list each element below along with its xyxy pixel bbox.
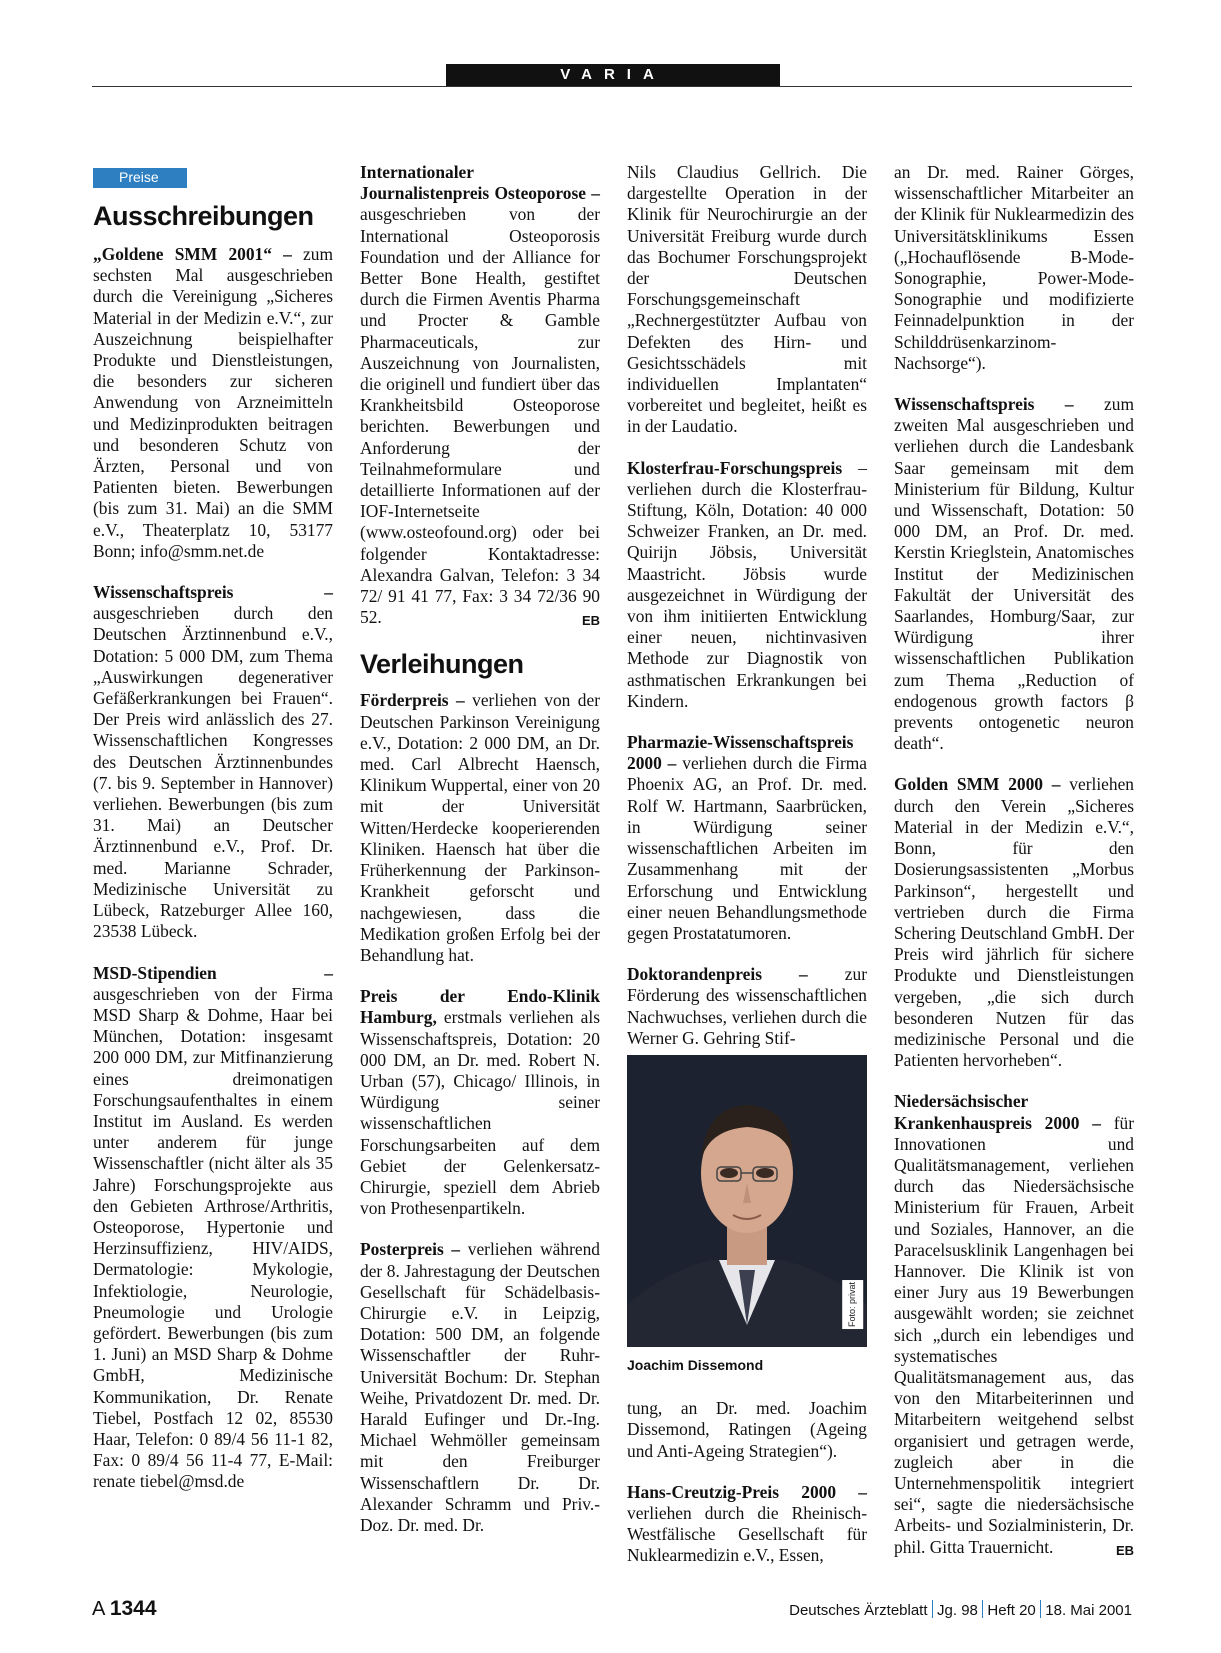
article-text: ausgeschrieben von der Firma MSD Sharp & Dohme, Haar bei München, Dotation: insgesamt 200 000 DM, zur Mitfinanzierung eines dreimonatigen Forschungsaufenthaltes in einem Institut im Ausland. Es werden unter anderem für junge Wissenschaftler (nicht älter als 35 Jahre) Forschungsprojekte aus den Gebieten Arthrose/Arthritis, Osteoporose, Hypertonie und Herzinsuffizienz, HIV/AIDS, Dermatologie: Mykologie, Infektiologie, Neurologie, Pneumologie und Urologie gefördert. Bewerbungen (bis zum 1. Juni) an MSD Sharp & Dohme GmbH, Medizinische Kommunikation, Dr. Renate Tiebel, Postfach 12 02, 85530 Haar, Telefon: 0 89/4 56 11-1 82, Fax: 0 89/4 56 11-4 77, E-Mail: renate tiebel@msd.de xyxy=(93,983,333,1492)
category-badge: Preise xyxy=(93,168,187,188)
article-text: zum sechsten Mal ausgeschrieben durch die Vereinigung „Sicheres Material in der Medizin e.V.“, zur Auszeichnung beispielhafter Produkte und Dienstleistungen, die besonders zur sicheren Anwendung von Arzneimitteln und Medizinprodukten beitragen und besonderen Schutz von Ärzten, Personal und von Patienten bieten. Bewerbungen (bis zum 31. Mai) an die SMM e.V., Theaterplatz 10, 53177 Bonn; info@smm.net.de xyxy=(93,244,333,561)
article-msd-stipendien xyxy=(93,963,333,1493)
column-4 xyxy=(894,162,1134,1561)
journal-issue: Heft 20 xyxy=(987,1602,1036,1619)
separator xyxy=(932,1600,934,1618)
article-title: „Goldene SMM 2001“ – xyxy=(93,244,292,264)
photo-credit: Foto: privat xyxy=(842,1280,863,1329)
article-hans-creutzig xyxy=(627,1482,867,1567)
journal-date: 18. Mai 2001 xyxy=(1045,1602,1132,1619)
portrait-photo xyxy=(627,1055,867,1347)
page-prefix: A xyxy=(92,1598,105,1620)
article-text: zum zweiten Mal ausgeschrieben und verliehen durch die Landesbank Saar gemeinsam mit dem Ministerium für Bildung, Kultur und Wissenschaft, Dotation: 50 000 DM, an Prof. Dr. med. Kerstin Krieglstein, Anatomisches Institut der Medizinischen Fakultät der Universität des Saarlandes, Homburg/Saar, zur Würdigung ihrer wissenschaftlichen Publikation zum Thema „Reduction of endogenous growth factors β prevents ontogenetic neuron death“. xyxy=(894,394,1134,754)
article-title: Pharmazie-Wissenschaftspreis 2000 – xyxy=(627,732,854,774)
article-text: verliehen von der Deutschen Parkinson Vereinigung e.V., Dotation: 2 000 DM, an Dr. med. Carl Albrecht Haensch, Klinikum Wuppertal, einer von 20 mit der Universität Witten/Herdecke kooperierenden Kliniken. Haensch hat über die Früherkennung der Parkinson-Krankheit geforscht und nachgewiesen, dass die Medikation großen Erfolg bei der Behandlung hat. xyxy=(360,690,600,965)
article-title: Posterpreis – xyxy=(360,1239,461,1260)
heading-ausschreibungen: Ausschreibungen xyxy=(93,201,314,231)
article-text: ausgeschrieben durch den Deutschen Ärztinnenbund e.V., Dotation: 5 000 DM, zum Thema „Auswirkungen degenerativer Gefäßerkrankungen bei Frauen“. Der Preis wird anlässlich des 27. Wissenschaftlichen Kongresses des Deutschen Ärztinnenbundes (7. bis 9. September in Hannover) verliehen. Bewerbungen (bis zum 31. Mai) an Deutscher Ärztinnenbund e.V., Prof. Dr. med. Marianne Schrader, Medizinische Universität zu Lübeck, Ratzeburger Allee 160, 23538 Lübeck. xyxy=(93,603,333,942)
article-title: Golden SMM 2000 – xyxy=(894,774,1061,795)
separator xyxy=(1040,1600,1042,1618)
article-title: Niedersächsischer Krankenhauspreis 2000 – xyxy=(894,1091,1101,1133)
author-signature: EB xyxy=(1115,1542,1134,1558)
article-text: verliehen während der 8. Jahrestagung der Deutschen Gesellschaft für Schädelbasis-Chirurgie e.V. in Leipzig, Dotation: 500 DM, an folgende Wissenschaftler der Ruhr-Universität Bochum: Dr. Stephan Weihe, Privatdozent Dr. med. Dr. Harald Eufinger und Dr.-Ing. Michael Wehmöller gemeinsam mit den Freiburger Wissenschaftlern Dr. Dr. Alexander Schramm und Priv.-Doz. Dr. med. Dr. xyxy=(360,1239,600,1535)
article-klosterfrau xyxy=(627,458,867,712)
article-wissenschaftspreis-landesbank xyxy=(894,394,1134,754)
article-text: an Dr. med. Rainer Görges, wissenschaftlicher Mitarbeiter an der Klinik für Nuklearmedizin des Universitätsklinikums Essen („Hochauflösende B-Mode-Sonographie, Power-Mode-Sonographie und modifizierte Feinnadelpunktion in der Schilddrüsenkarzinom-Nachsorge“). xyxy=(894,162,1134,373)
article-wissenschaftspreis-aerztinnenbund xyxy=(93,582,333,942)
article-journalistenpreis xyxy=(360,162,600,628)
article-title: Hans-Creutzig-Preis 2000 – xyxy=(627,1481,867,1502)
article-text: – verliehen durch die Klosterfrau-Stiftung, Köln, Dotation: 40 000 Schweizer Franken, an Dr. med. Quirijn Jöbsis, Universität Maastricht. Jöbsis wurde ausgezeichnet in Würdigung der von ihm initiierten Entwicklung einer neuen, nichtinvasiven Methode zur Diagnostik von asthmatischen Erkrankungen bei Kindern. xyxy=(627,457,867,711)
page-number xyxy=(92,1597,157,1621)
article-title: Internationaler Journalistenpreis Osteoporose – xyxy=(360,162,600,204)
article-text: verliehen durch die Rheinisch-Westfälische Gesellschaft für Nuklearmedizin e.V., Essen, xyxy=(627,1502,867,1566)
article-doktorandenpreis xyxy=(627,964,867,1049)
article-goldene-smm-2001 xyxy=(93,244,333,562)
column-2 xyxy=(360,162,600,1536)
separator xyxy=(982,1600,984,1618)
portrait-illustration xyxy=(627,1055,867,1347)
heading-verleihungen: Verleihungen xyxy=(360,649,524,680)
article-text: tung, an Dr. med. Joachim Dissemond, Ratingen (Ageing und Anti-Ageing Strategien“). xyxy=(627,1398,867,1461)
column-3 xyxy=(627,162,867,1567)
article-doktorandenpreis-continued xyxy=(627,1398,867,1462)
article-text: für Innovationen und Qualitätsmanagement, verliehen durch das Niedersächsische Ministerium für Frauen, Arbeit und Soziales, Hannover, an die Paracelsusklinik Langenhagen bei Hannover. Die Klinik ist von einer Jury aus 19 Bewerbungen ausgewählt worden; sie zeichnet sich „durch ein lebendiges und systematisches Qualitätsmanagement aus, das von den Mitarbeiterinnen und Mitarbeitern weitgehend selbst organisiert und getragen werde, zugleich aber in die Unternehmenspolitik integriert sei“, sagte die niedersächsische Arbeits- und Sozialministerin, Dr. phil. Gitta Trauernicht. xyxy=(894,1112,1134,1557)
article-foerderpreis xyxy=(360,690,600,966)
journal-info xyxy=(789,1600,1132,1619)
article-text: verliehen durch die Firma Phoenix AG, an Prof. Dr. med. Rolf W. Hartmann, Saarbrücken, in Würdigung seiner wissenschaftlichen Arbeiten im Zusammenhang mit der Erforschung und Entwicklung einer neuen Behandlungsmethode gegen Prostatatumoren. xyxy=(627,753,868,943)
photo-caption: Joachim Dissemond xyxy=(627,1356,764,1373)
article-text: Nils Claudius Gellrich. Die dargestellte Operation in der Klinik für Neurochirurgie an der Universität Freiburg wurde durch das Bochumer Forschungsprojekt der Deutschen Forschungsgemeinschaft „Rechnergestützter Aufbau von Defekten des Hirn- und Gesichtsschädels mit individuellen Implantaten“ vorbereitet und begleitet, heißt es in der Laudatio. xyxy=(627,162,867,437)
article-posterpreis xyxy=(360,1239,600,1536)
page-number-value: 1344 xyxy=(109,1597,157,1620)
section-label: VARIA xyxy=(446,64,780,86)
journal-volume: Jg. 98 xyxy=(937,1602,978,1619)
article-title: Klosterfrau-Forschungspreis xyxy=(627,457,843,478)
article-text: verliehen durch den Verein „Sicheres Material in der Medizin e.V.“, Bonn, für den Dosierungsassistenten „Morbus Parkinson“, hergestellt und vertrieben durch die Firma Schering Deutschland GmbH. Der Preis wird jährlich für sichere Produkte und Dienstleistungen vergeben, „die sich durch besonderen Nutzen für das medizinische Personal und die Patienten hervorheben“. xyxy=(894,774,1134,1071)
article-text: erstmals verliehen als Wissenschaftspreis, Dotation: 20 000 DM, an Dr. med. Robert N. Urban (57), Chicago/ Illinois, in Würdigung seiner wissenschaftlichen Forschungsarbeiten auf dem Gebiet der Gelenkersatz-Chirurgie, speziell dem Abrieb von Prothesenpartikeln. xyxy=(360,1007,600,1219)
author-signature: EB xyxy=(581,613,600,629)
article-title: MSD-Stipendien – xyxy=(93,962,333,983)
article-title: Wissenschaftspreis – xyxy=(93,582,333,603)
article-title: Förderpreis – xyxy=(360,690,465,711)
header-rule xyxy=(92,86,1132,87)
article-title: Wissenschaftspreis – xyxy=(894,394,1074,415)
article-text: ausgeschrieben von der International Osteoporosis Foundation und der Alliance for Better Bone Health, gestiftet durch die Firmen Aventis Pharma und Procter & Gamble Pharmaceuticals, zur Auszeichnung von Journalisten, die originell und fundiert über das Krankheitsbild Osteoporose berichten. Bewerbungen und Anforderung der Teilnahmeformulare und detaillierte Informationen auf der IOF-Internetseite (www.osteofound.org) oder bei folgender Kontaktadresse: Alexandra Galvan, Telefon: 3 34 72/ 91 41 77, Fax: 3 34 72/36 90 52. xyxy=(360,204,600,628)
journal-name: Deutsches Ärzteblatt xyxy=(789,1602,928,1619)
article-posterpreis-continued xyxy=(627,162,867,438)
article-text: zur Förderung des wissenschaftlichen Nachwuchses, verliehen durch die Werner G. Gehring Stif- xyxy=(627,964,867,1048)
article-hans-creutzig-continued xyxy=(894,162,1134,374)
article-title: Preis der Endo-Klinik Hamburg, xyxy=(360,986,600,1028)
article-golden-smm-2000 xyxy=(894,774,1134,1071)
article-krankenhauspreis xyxy=(894,1091,1134,1557)
column-1 xyxy=(93,166,333,1493)
article-title: Doktorandenpreis – xyxy=(627,964,808,985)
article-endo-klinik xyxy=(360,986,600,1219)
article-pharmazie xyxy=(627,732,867,944)
